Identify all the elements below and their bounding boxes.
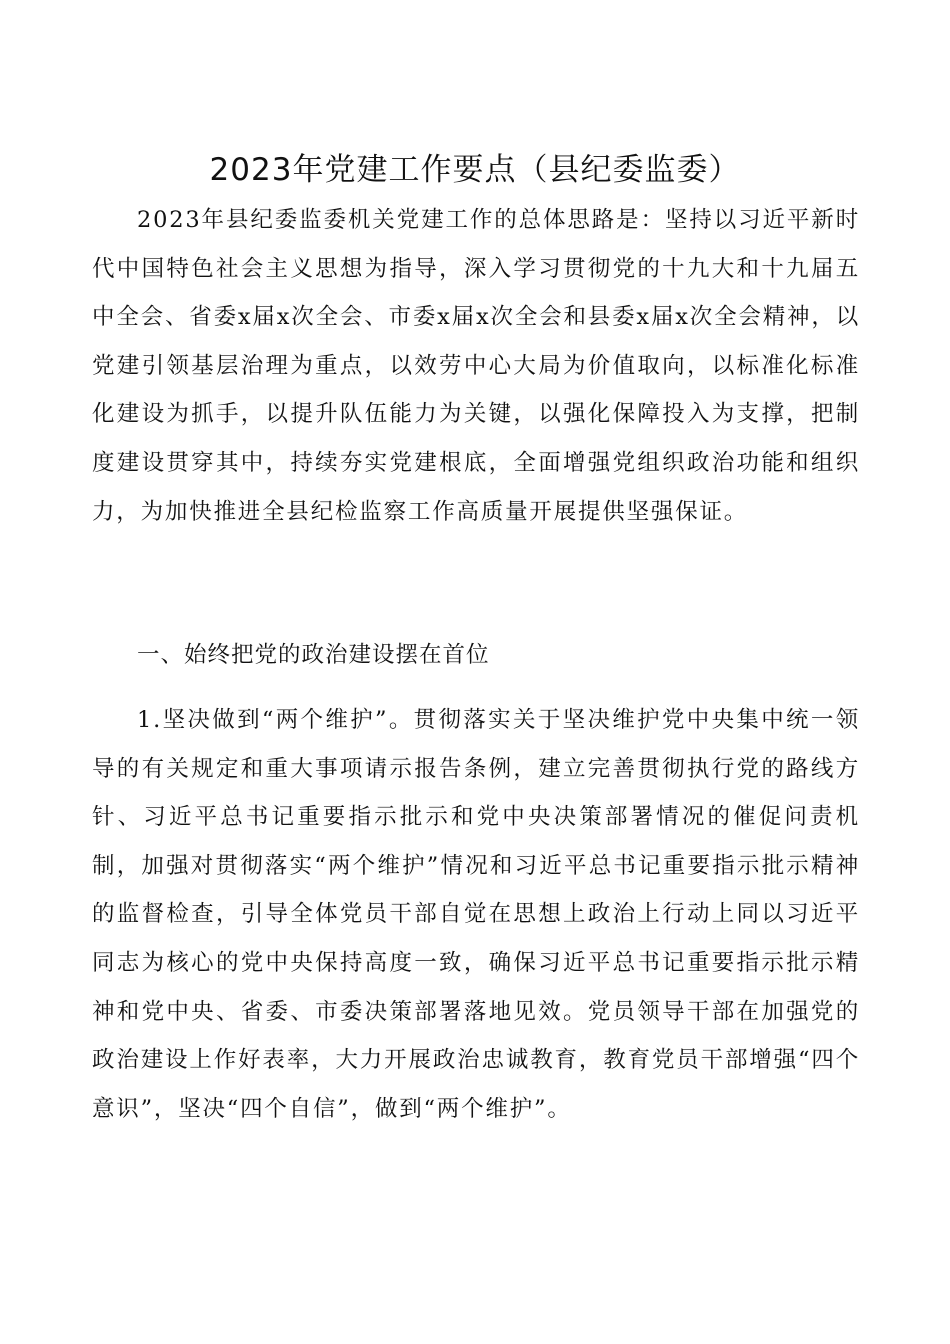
intro-paragraph: 2023年县纪委监委机关党建工作的总体思路是：坚持以习近平新时代中国特色社会主义思想为指导，深入学习贯彻党的十九大和十九届五中全会、省委x届x次全会、市委x届x次全会和县委x届x次全会精神，以党建引领基层治理为重点，以效劳中心大局为价值取向，以标准化标准化建设为抓手，以提升队伍能力为关键，以强化保障投入为支撑，把制度建设贯穿其中，持续夯实党建根底，全面增强党组织政治功能和组织力，为加快推进全县纪检监察工作高质量开展提供坚强保证。 [92, 207, 860, 525]
section-heading: 一、始终把党的政治建设摆在首位 [137, 642, 490, 668]
item-paragraph: 1.坚决做到“两个维护”。贯彻落实关于坚决维护党中央集中统一领导的有关规定和重大事项请示报告条例，建立完善贯彻执行党的路线方针、习近平总书记重要指示批示和党中央决策部署情况的催促问责机制，加强对贯彻落实“两个维护”情况和习近平总书记重要指示批示精神的监督检查，引导全体党员干部自觉在思想上政治上行动上同以习近平同志为核心的党中央保持高度一致，确保习近平总书记重要指示批示精神和党中央、省委、市委决策部署落地见效。党员领导干部在加强党的政治建设上作好表率，大力开展政治忠诚教育，教育党员干部增强“四个意识”，坚决“四个自信”，做到“两个维护”。 [92, 707, 860, 1122]
document-title: 2023年党建工作要点（县纪委监委） [209, 152, 741, 188]
